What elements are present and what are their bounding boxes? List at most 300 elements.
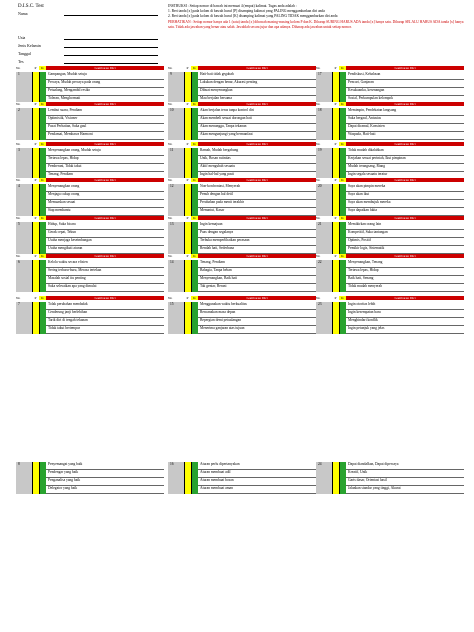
header-k: K: [191, 254, 198, 258]
question-number: [316, 470, 332, 478]
header-k: K: [39, 142, 46, 146]
p-checkbox[interactable]: [184, 116, 191, 124]
k-checkbox[interactable]: [39, 72, 46, 80]
statement-text: Tak gentar, Berani: [198, 284, 316, 292]
header-title: Gambaran Diri: [46, 178, 164, 182]
question-number: 19: [316, 148, 332, 156]
statement-row: [16, 318, 164, 326]
k-checkbox[interactable]: [339, 238, 346, 246]
header-p: P: [32, 254, 39, 258]
statement-text: Delegator yang baik: [46, 486, 164, 494]
question-number: [16, 470, 32, 478]
k-checkbox[interactable]: [339, 124, 346, 132]
question-number: [316, 276, 332, 284]
p-checkbox[interactable]: [184, 148, 191, 156]
p-checkbox[interactable]: [184, 192, 191, 200]
k-checkbox[interactable]: [191, 302, 198, 310]
k-checkbox[interactable]: [339, 72, 346, 80]
field-jenis-kelamin[interactable]: Jenis Kelamin: [18, 41, 158, 49]
statement-text: Ingin segala sesuatu teratur: [346, 172, 464, 180]
p-checkbox[interactable]: [332, 184, 339, 192]
statement-row: [168, 462, 316, 470]
statement-text: Baik hati, Senang: [346, 276, 464, 284]
p-checkbox[interactable]: [184, 124, 191, 132]
k-checkbox[interactable]: [191, 156, 198, 164]
k-checkbox[interactable]: [339, 156, 346, 164]
p-checkbox[interactable]: [332, 310, 339, 318]
p-checkbox[interactable]: [32, 124, 39, 132]
p-checkbox[interactable]: [332, 478, 339, 486]
p-checkbox[interactable]: [332, 116, 339, 124]
k-checkbox[interactable]: [39, 108, 46, 116]
statement-text: Ingin kesempatan baru: [346, 310, 464, 318]
statement-text: Menjaga cukup orang: [46, 192, 164, 200]
p-checkbox[interactable]: [332, 80, 339, 88]
k-checkbox[interactable]: [191, 108, 198, 116]
k-checkbox[interactable]: [39, 238, 46, 246]
header-k: K: [39, 66, 46, 70]
header-p: P: [332, 296, 339, 300]
k-checkbox[interactable]: [339, 478, 346, 486]
p-checkbox[interactable]: [32, 132, 39, 140]
p-checkbox[interactable]: [32, 260, 39, 268]
k-checkbox[interactable]: [39, 192, 46, 200]
k-checkbox[interactable]: [39, 478, 46, 486]
p-checkbox[interactable]: [32, 108, 39, 116]
group-header: [316, 140, 464, 148]
statement-row: [16, 268, 164, 276]
p-checkbox[interactable]: [184, 478, 191, 486]
statement-text: Non-konfrontasi, Menyerah: [198, 184, 316, 192]
k-checkbox[interactable]: [191, 462, 198, 470]
k-checkbox[interactable]: [339, 318, 346, 326]
k-checkbox[interactable]: [339, 276, 346, 284]
p-checkbox[interactable]: [32, 238, 39, 246]
statement-row: [316, 230, 464, 238]
statement-text: Akan membeli sesuai dorongan hati: [198, 116, 316, 124]
p-checkbox[interactable]: [332, 462, 339, 470]
p-checkbox[interactable]: [332, 230, 339, 238]
k-checkbox[interactable]: [191, 486, 198, 494]
k-checkbox[interactable]: [39, 470, 46, 478]
question-number: 14: [168, 260, 184, 268]
statement-row: [16, 310, 164, 318]
question-number: [168, 164, 184, 172]
p-checkbox[interactable]: [332, 238, 339, 246]
p-checkbox[interactable]: [332, 124, 339, 132]
k-checkbox[interactable]: [191, 184, 198, 192]
p-checkbox[interactable]: [32, 470, 39, 478]
k-checkbox[interactable]: [39, 184, 46, 192]
field-tanggal[interactable]: Tanggal: [18, 49, 158, 57]
group-header: [316, 252, 464, 260]
p-checkbox[interactable]: [332, 470, 339, 478]
k-checkbox[interactable]: [39, 88, 46, 96]
p-checkbox[interactable]: [332, 148, 339, 156]
p-checkbox[interactable]: [332, 486, 339, 494]
k-checkbox[interactable]: [339, 148, 346, 156]
p-checkbox[interactable]: [184, 462, 191, 470]
question-number: [16, 124, 32, 132]
question-number: [168, 80, 184, 88]
statement-text: Penyemangat yang baik: [46, 462, 164, 470]
statement-row: [16, 184, 164, 192]
p-checkbox[interactable]: [184, 88, 191, 96]
p-checkbox[interactable]: [332, 302, 339, 310]
k-checkbox[interactable]: [39, 156, 46, 164]
statement-text: Siap membantu: [46, 208, 164, 216]
p-checkbox[interactable]: [32, 200, 39, 208]
statement-text: Tidak takut bertempur: [46, 326, 164, 334]
header-title: Gambaran Diri: [46, 254, 164, 258]
k-checkbox[interactable]: [39, 222, 46, 230]
statement-row: [316, 124, 464, 132]
header-no: No: [168, 178, 184, 182]
statement-row: [168, 156, 316, 164]
k-checkbox[interactable]: [39, 302, 46, 310]
question-number: 20: [316, 184, 332, 192]
k-checkbox[interactable]: [39, 124, 46, 132]
k-checkbox[interactable]: [339, 284, 346, 292]
header-k: K: [339, 296, 346, 300]
p-checkbox[interactable]: [184, 108, 191, 116]
k-checkbox[interactable]: [339, 192, 346, 200]
group-header: [316, 294, 464, 302]
k-checkbox[interactable]: [39, 276, 46, 284]
question-number: [168, 470, 184, 478]
k-checkbox[interactable]: [339, 326, 346, 334]
field-usia[interactable]: Usia: [18, 33, 158, 41]
p-checkbox[interactable]: [184, 284, 191, 292]
statement-row: [316, 478, 464, 486]
group-header: [168, 176, 316, 184]
statement-text: Masalah sosial itu penting: [46, 276, 164, 284]
p-checkbox[interactable]: [184, 164, 191, 172]
k-checkbox[interactable]: [39, 462, 46, 470]
p-checkbox[interactable]: [32, 184, 39, 192]
p-checkbox[interactable]: [32, 478, 39, 486]
question-number: [16, 284, 32, 292]
k-checkbox[interactable]: [339, 164, 346, 172]
k-checkbox[interactable]: [339, 462, 346, 470]
statement-row: [16, 238, 164, 246]
question-number: 4: [16, 184, 32, 192]
k-checkbox[interactable]: [191, 310, 198, 318]
question-number: [168, 200, 184, 208]
statement-row: [16, 108, 164, 116]
k-checkbox[interactable]: [39, 326, 46, 334]
p-checkbox[interactable]: [32, 192, 39, 200]
statement-text: Kreatif, Unik: [346, 470, 464, 478]
field-nama[interactable]: Nama: [18, 9, 158, 17]
question-number: [16, 310, 32, 318]
statement-row: [316, 326, 464, 334]
k-checkbox[interactable]: [39, 148, 46, 156]
k-checkbox[interactable]: [39, 200, 46, 208]
k-checkbox[interactable]: [191, 72, 198, 80]
k-checkbox[interactable]: [191, 238, 198, 246]
k-checkbox[interactable]: [191, 260, 198, 268]
p-checkbox[interactable]: [332, 88, 339, 96]
p-checkbox[interactable]: [332, 72, 339, 80]
p-checkbox[interactable]: [184, 72, 191, 80]
question-number: [316, 88, 332, 96]
p-checkbox[interactable]: [32, 462, 39, 470]
p-checkbox[interactable]: [32, 72, 39, 80]
statement-text: Tolak perubahan mendadak: [46, 302, 164, 310]
header-no: No: [168, 66, 184, 70]
k-checkbox[interactable]: [339, 80, 346, 88]
k-checkbox[interactable]: [39, 260, 46, 268]
k-checkbox[interactable]: [191, 116, 198, 124]
statement-row: [168, 302, 316, 310]
p-checkbox[interactable]: [332, 164, 339, 172]
k-checkbox[interactable]: [39, 268, 46, 276]
statement-text: Garis dasar, Orientasi hasil: [346, 478, 464, 486]
statement-row: [316, 148, 464, 156]
k-checkbox[interactable]: [339, 260, 346, 268]
k-checkbox[interactable]: [39, 230, 46, 238]
p-checkbox[interactable]: [32, 88, 39, 96]
k-checkbox[interactable]: [191, 470, 198, 478]
question-group-19: [316, 140, 464, 180]
statement-text: Pencari, Ganjaran: [346, 80, 464, 88]
p-checkbox[interactable]: [184, 156, 191, 164]
p-checkbox[interactable]: [32, 318, 39, 326]
p-checkbox[interactable]: [32, 268, 39, 276]
p-checkbox[interactable]: [184, 238, 191, 246]
statement-row: [16, 326, 164, 334]
header-title: Gambaran Diri: [346, 254, 464, 258]
p-checkbox[interactable]: [332, 260, 339, 268]
p-checkbox[interactable]: [184, 132, 191, 140]
k-checkbox[interactable]: [191, 124, 198, 132]
k-checkbox[interactable]: [339, 302, 346, 310]
header-no: No: [16, 102, 32, 106]
question-number: [168, 478, 184, 486]
p-checkbox[interactable]: [184, 222, 191, 230]
statement-row: [16, 88, 164, 96]
k-checkbox[interactable]: [39, 164, 46, 172]
p-checkbox[interactable]: [32, 310, 39, 318]
header-p: P: [184, 254, 191, 258]
group-header: [16, 64, 164, 72]
statement-row: [168, 72, 316, 80]
statement-row: [168, 260, 316, 268]
header-title: Gambaran Diri: [46, 102, 164, 106]
k-checkbox[interactable]: [191, 132, 198, 140]
k-checkbox[interactable]: [339, 310, 346, 318]
k-checkbox[interactable]: [191, 478, 198, 486]
p-checkbox[interactable]: [184, 268, 191, 276]
header-title: Gambaran Diri: [198, 254, 316, 258]
question-group-15: [168, 294, 316, 334]
k-checkbox[interactable]: [191, 200, 198, 208]
k-checkbox[interactable]: [191, 326, 198, 334]
header-title: Gambaran Diri: [346, 142, 464, 146]
header-no: No: [316, 216, 332, 220]
k-checkbox[interactable]: [39, 132, 46, 140]
p-checkbox[interactable]: [332, 156, 339, 164]
group-header: [16, 100, 164, 108]
question-number: [316, 80, 332, 88]
p-checkbox[interactable]: [184, 276, 191, 284]
k-checkbox[interactable]: [191, 192, 198, 200]
p-checkbox[interactable]: [332, 108, 339, 116]
p-checkbox[interactable]: [32, 222, 39, 230]
question-number: [16, 192, 32, 200]
k-checkbox[interactable]: [191, 276, 198, 284]
p-checkbox[interactable]: [332, 284, 339, 292]
p-checkbox[interactable]: [184, 310, 191, 318]
question-number: [16, 164, 32, 172]
k-checkbox[interactable]: [339, 116, 346, 124]
statement-text: Tidak mudah dikalahkan: [346, 148, 464, 156]
question-group-7: [16, 294, 164, 334]
k-checkbox[interactable]: [39, 318, 46, 326]
k-checkbox[interactable]: [191, 318, 198, 326]
k-checkbox[interactable]: [339, 470, 346, 478]
statement-text: Aktif mengubah sesuatu: [198, 164, 316, 172]
k-checkbox[interactable]: [39, 80, 46, 88]
statement-text: Ramah, Mudah bergabung: [198, 148, 316, 156]
question-number: [16, 326, 32, 334]
statement-row: [316, 80, 464, 88]
k-checkbox[interactable]: [39, 284, 46, 292]
question-number: 17: [316, 72, 332, 80]
k-checkbox[interactable]: [339, 222, 346, 230]
header-p: P: [32, 296, 39, 300]
p-checkbox[interactable]: [332, 132, 339, 140]
header-no: No: [168, 142, 184, 146]
p-checkbox[interactable]: [184, 302, 191, 310]
header-title: Gambaran Diri: [198, 216, 316, 220]
p-checkbox[interactable]: [184, 260, 191, 268]
header-no: No: [316, 142, 332, 146]
statement-row: [316, 200, 464, 208]
k-checkbox[interactable]: [339, 108, 346, 116]
group-header: [316, 214, 464, 222]
statement-row: [168, 132, 316, 140]
statement-row: [168, 318, 316, 326]
p-checkbox[interactable]: [32, 302, 39, 310]
p-checkbox[interactable]: [32, 164, 39, 172]
question-number: [16, 478, 32, 486]
k-checkbox[interactable]: [39, 310, 46, 318]
statement-row: [168, 148, 316, 156]
k-checkbox[interactable]: [339, 486, 346, 494]
k-checkbox[interactable]: [191, 268, 198, 276]
question-group-9: [168, 64, 316, 104]
question-number: [316, 200, 332, 208]
k-checkbox[interactable]: [39, 486, 46, 494]
question-number: [316, 116, 332, 124]
statement-row: [16, 156, 164, 164]
header-title: Gambaran Diri: [346, 296, 464, 300]
question-number: [168, 326, 184, 334]
k-checkbox[interactable]: [339, 268, 346, 276]
p-checkbox[interactable]: [332, 318, 339, 326]
question-number: [16, 200, 32, 208]
p-checkbox[interactable]: [332, 276, 339, 284]
k-checkbox[interactable]: [339, 184, 346, 192]
statement-text: Tarik diri di tengah tekanan: [46, 318, 164, 326]
k-checkbox[interactable]: [39, 116, 46, 124]
p-checkbox[interactable]: [32, 284, 39, 292]
k-checkbox[interactable]: [339, 132, 346, 140]
p-checkbox[interactable]: [32, 486, 39, 494]
p-checkbox[interactable]: [32, 80, 39, 88]
statement-row: [16, 124, 164, 132]
question-group-10: [168, 100, 316, 140]
p-checkbox[interactable]: [332, 326, 339, 334]
p-checkbox[interactable]: [184, 486, 191, 494]
question-number: [16, 116, 32, 124]
p-checkbox[interactable]: [32, 116, 39, 124]
k-checkbox[interactable]: [339, 88, 346, 96]
k-checkbox[interactable]: [191, 80, 198, 88]
p-checkbox[interactable]: [32, 148, 39, 156]
p-checkbox[interactable]: [184, 200, 191, 208]
header-k: K: [339, 142, 346, 146]
p-checkbox[interactable]: [32, 326, 39, 334]
p-checkbox[interactable]: [184, 470, 191, 478]
p-checkbox[interactable]: [32, 230, 39, 238]
p-checkbox[interactable]: [332, 192, 339, 200]
p-checkbox[interactable]: [332, 222, 339, 230]
statement-row: [16, 148, 164, 156]
p-checkbox[interactable]: [184, 80, 191, 88]
k-checkbox[interactable]: [339, 230, 346, 238]
p-checkbox[interactable]: [32, 156, 39, 164]
statement-text: Memimpin, Pendekatan langsung: [346, 108, 464, 116]
header-k: K: [39, 254, 46, 258]
p-checkbox[interactable]: [32, 276, 39, 284]
question-number: 3: [16, 148, 32, 156]
field-tes[interactable]: Tes: [18, 57, 158, 65]
k-checkbox[interactable]: [191, 164, 198, 172]
question-number: 11: [168, 148, 184, 156]
p-checkbox[interactable]: [184, 326, 191, 334]
p-checkbox[interactable]: [184, 230, 191, 238]
header-p: P: [184, 66, 191, 70]
p-checkbox[interactable]: [184, 184, 191, 192]
header-k: K: [39, 216, 46, 220]
k-checkbox[interactable]: [339, 200, 346, 208]
statement-text: Petualang, Mengambil resiko: [46, 88, 164, 96]
statement-text: Bepergian demi petualangan: [198, 318, 316, 326]
k-checkbox[interactable]: [191, 148, 198, 156]
header-p: P: [332, 216, 339, 220]
k-checkbox[interactable]: [191, 222, 198, 230]
header-p: P: [332, 102, 339, 106]
p-checkbox[interactable]: [332, 200, 339, 208]
header-k: K: [39, 178, 46, 182]
header-no: No: [16, 296, 32, 300]
statement-text: Terbuka memperlihatkan perasaan: [198, 238, 316, 246]
header-no: No: [16, 254, 32, 258]
question-number: 6: [16, 260, 32, 268]
k-checkbox[interactable]: [191, 230, 198, 238]
statement-text: Memuaskan sesuai: [46, 200, 164, 208]
k-checkbox[interactable]: [191, 88, 198, 96]
p-checkbox[interactable]: [332, 268, 339, 276]
group-header: [16, 252, 164, 260]
k-checkbox[interactable]: [191, 284, 198, 292]
question-number: 10: [168, 108, 184, 116]
p-checkbox[interactable]: [184, 318, 191, 326]
statement-text: Saya akan membujuk mereka: [346, 200, 464, 208]
